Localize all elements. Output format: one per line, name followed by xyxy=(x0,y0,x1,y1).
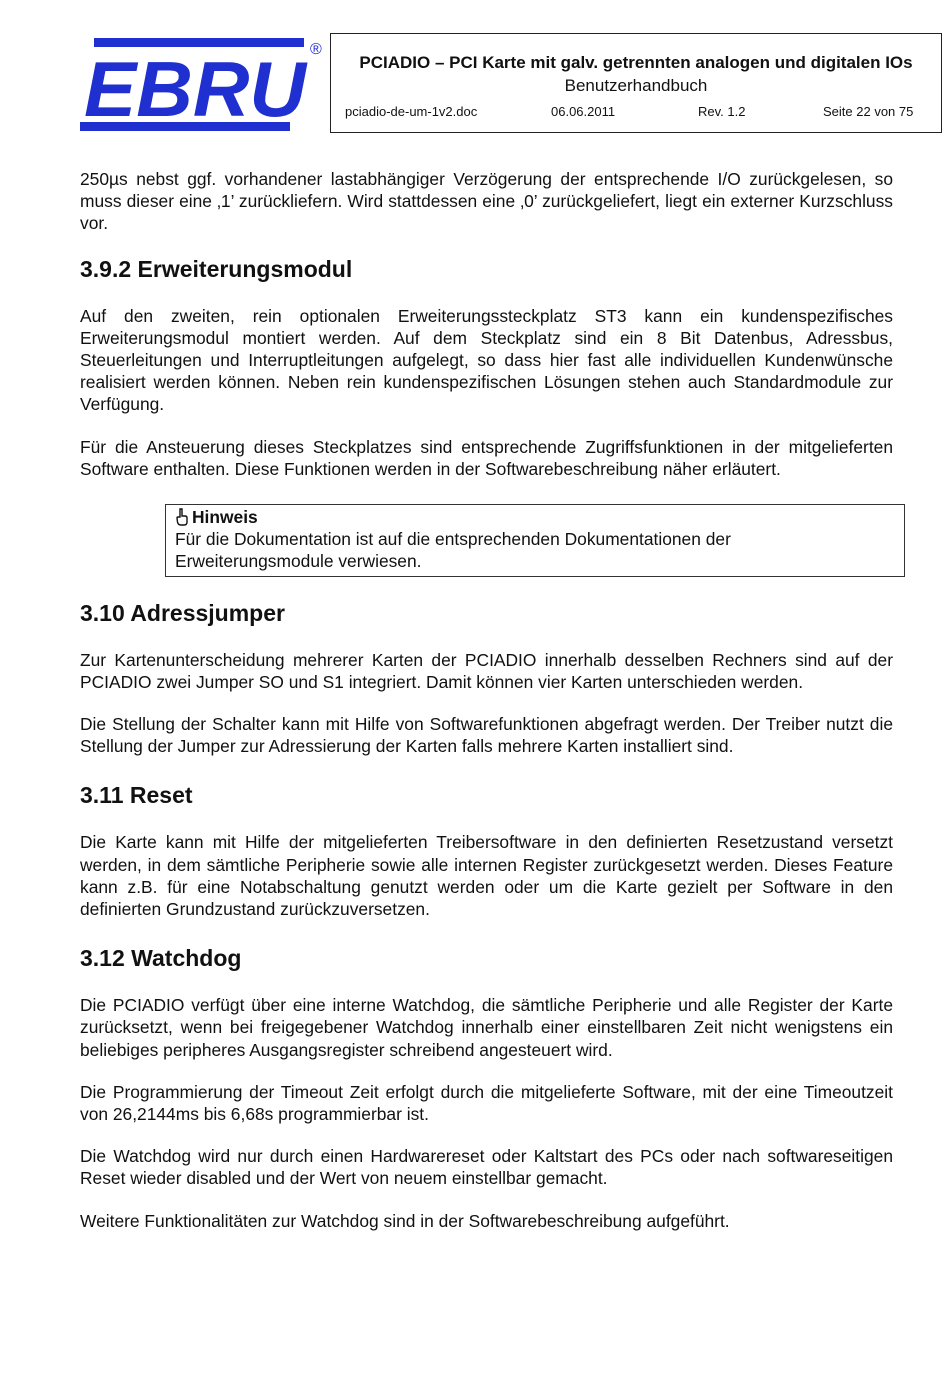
paragraph: Die Watchdog wird nur durch einen Hardwarereset oder Kaltstart des PCs oder nach softwareseitigen Reset wieder disabled und der Wert von neuem einstellbar gemacht. xyxy=(80,1146,893,1189)
section-heading-3-11: 3.11 Reset xyxy=(80,782,193,809)
header-date: 06.06.2011 xyxy=(551,104,616,119)
paragraph: Weitere Funktionalitäten zur Watchdog sind in der Softwarebeschreibung aufgeführt. xyxy=(80,1210,730,1231)
header-revision: Rev. 1.2 xyxy=(698,104,746,119)
header-filename: pciadio-de-um-1v2.doc xyxy=(345,104,478,119)
registered-mark: ® xyxy=(310,41,322,58)
paragraph: Die Karte kann mit Hilfe der mitgelieferten Treibersoftware in den definierten Resetzustand versetzt werden, in dem sämtliche Peripherie sowie alle internen Register zurückgesetzt werden. Dieses Feature kann z.B. für eine Notabschaltung genutzt werden oder um die Karte gezielt per Software in den definierten Grundzustand zurückzuversetzen. xyxy=(80,832,893,920)
note-box xyxy=(165,504,905,577)
document-header xyxy=(330,33,942,133)
ebru-logo xyxy=(80,36,330,136)
paragraph: Für die Ansteuerung dieses Steckplatzes sind entsprechende Zugriffsfunktionen in der mitgelieferten Software enthalten. Diese Funktionen werden in der Softwarebeschreibung näher erläutert. xyxy=(80,436,893,479)
intro-paragraph: 250µs nebst ggf. vorhandener lastabhängiger Verzögerung der entsprechende I/O zurückgelesen, so muss dieser eine ‚1’ zurückliefern. Wird stattdessen eine ‚0’ zurückgeliefert, liegt ein externer Kurzschluss vor. xyxy=(80,169,893,234)
note-title: Hinweis xyxy=(192,507,258,528)
header-title: PCIADIO – PCI Karte mit galv. getrennten analogen und digitalen IOs xyxy=(359,53,913,72)
page-content xyxy=(80,168,893,1232)
header-subtitle: Benutzerhandbuch xyxy=(564,76,708,95)
header-page-number: Seite 22 von 75 xyxy=(823,104,914,119)
paragraph: Zur Kartenunterscheidung mehrerer Karten der PCIADIO innerhalb desselben Rechners sind auf der PCIADIO zwei Jumper SO und S1 integriert. Damit können vier Karten unterschieden werden. xyxy=(80,649,893,692)
paragraph: Die Programmierung der Timeout Zeit erfolgt durch die mitgelieferte Software, mit der eine Timeoutzeit von 26,2144ms bis 6,68s programmierbar ist. xyxy=(80,1081,893,1125)
note-header xyxy=(175,506,894,528)
section-heading-3-10: 3.10 Adressjumper xyxy=(80,599,285,626)
hand-pointer-icon xyxy=(175,508,189,526)
section-heading-3-12: 3.12 Watchdog xyxy=(80,945,242,972)
note-text: Für die Dokumentation ist auf die entsprechenden Dokumentationen der Erweiterungsmodule verwiesen. xyxy=(175,529,731,572)
paragraph: Die PCIADIO verfügt über eine interne Watchdog, die sämtliche Peripherie und alle Register der Karte zurücksetzt, wenn bei freigegebener Watchdog innerhalb einer einstellbaren Zeit nicht wenigstens ein beliebiges peripheres Ausgangsregister schreibend angesteuert wird. xyxy=(80,995,893,1060)
logo-text: EBRU xyxy=(84,45,308,133)
paragraph: Die Stellung der Schalter kann mit Hilfe von Softwarefunktionen abgefragt werden. Der Treiber nutzt die Stellung der Jumper zur Adressierung der Karten falls mehrere Karten installiert sind. xyxy=(80,714,893,757)
section-heading-3-9-2: 3.9.2 Erweiterungsmodul xyxy=(80,255,353,282)
paragraph: Auf den zweiten, rein optionalen Erweiterungssteckplatz ST3 kann ein kundenspezifisches Erweiterungsmodul montiert werden. Auf dem Steckplatz sind ein 8 Bit Datenbus, Adressbus, Steuerleitungen und Interruptleitungen aufgelegt, so dass hier fast alle individuellen Kundenwünsche realisiert werden können. Neben rein kundenspezifischen Lösungen stehen auch Standardmodule zur Verfügung. xyxy=(80,305,893,415)
